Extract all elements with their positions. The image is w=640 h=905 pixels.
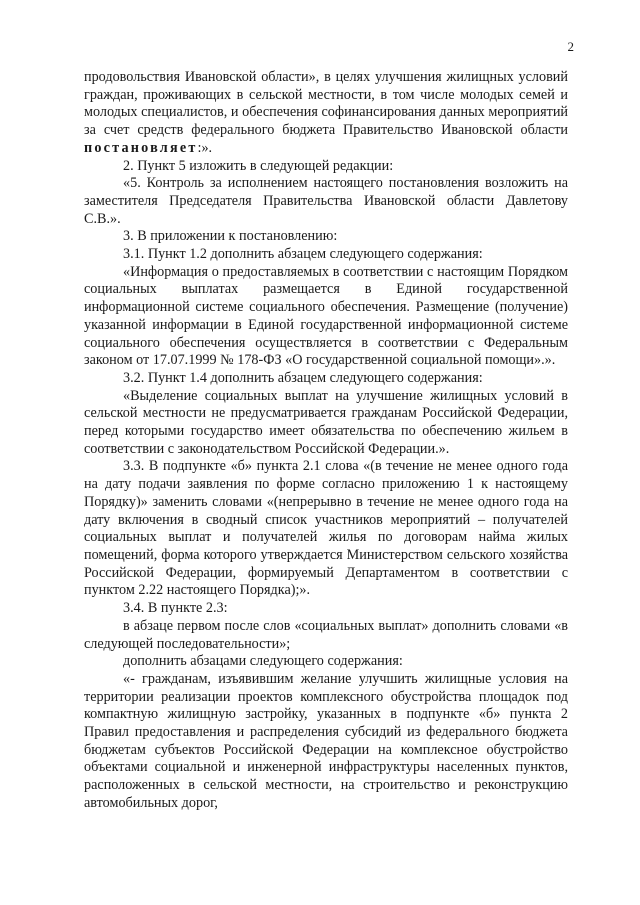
item-2-heading: 2. Пункт 5 изложить в следующей редакции: bbox=[123, 157, 394, 174]
item-3-4-paragraph-b: дополнить абзацами следующего содержания: bbox=[123, 653, 403, 670]
intro-ending: :». bbox=[197, 139, 213, 156]
item-3-1-heading: 3.1. Пункт 1.2 дополнить абзацем следующего содержания: bbox=[123, 246, 483, 263]
item-2-text: «5. Контроль за исполнением настоящего постановления возложить на заместителя Председателя Правительства Ивановской области Давлетову С.В.». bbox=[84, 175, 568, 227]
item-3-2-heading: 3.2. Пункт 1.4 дополнить абзацем следующего содержания: bbox=[123, 369, 483, 386]
item-3-3-text: 3.3. В подпункте «б» пункта 2.1 слова «(в течение не менее одного года на дату подачи заявления по форме согласно приложению 1 к настоящему Порядку)» заменить словами «(непрерывно в течение не менее одного года на дату включения в сводный список участников мероприятий – получателей социальных выплат и получателей жилья по договорам найма жилых помещений, форма которого утверждается Министерством сельского хозяйства Российской Федерации, формируемый Департаментом в соответствии с пунктом 2.22 настоящего Порядка);». bbox=[84, 458, 568, 599]
item-3-4-paragraph-a: в абзаце первом после слов «социальных выплат» дополнить словами «в следующей последовательности»; bbox=[84, 617, 568, 652]
item-3-heading: 3. В приложении к постановлению: bbox=[123, 228, 338, 245]
page-number: 2 bbox=[567, 39, 574, 54]
resolves-word: постановляет bbox=[84, 139, 198, 156]
item-3-4-paragraph-c: «- гражданам, изъявившим желание улучшить жилищные условия на территории реализации проектов комплексного обустройства площадок под компактную жилищную застройку, указанных в подпункте «б» пункта 2 Правил предоставления и распределения субсидий из федерального бюджета бюджетам субъектов Российской Федерации на комплексное обустройство объектами социальной и инженерной инфраструктуры населенных пунктов, расположенных в сельской местности, на строительство и реконструкцию автомобильных дорог, bbox=[84, 670, 568, 811]
item-3-2-text: «Выделение социальных выплат на улучшение жилищных условий в сельской местности не предусматривается гражданам Российской Федерации, перед которыми государство имеет обязательства по обеспечению жильем в соответствии с законодательством Российской Федерации.». bbox=[84, 387, 568, 457]
intro-paragraph bbox=[84, 69, 568, 158]
item-3-4-heading: 3.4. В пункте 2.3: bbox=[123, 600, 228, 617]
item-3-1-text: «Информация о предоставляемых в соответствии с настоящим Порядком социальных выплатах размещается в Единой государственной информационной системе социального обеспечения. Размещение (получение) указанной информации в Единой государственной информационной системе социального обеспечения осуществляется в соответствии с Федеральным законом от 17.07.1999 № 178-ФЗ «О государственной социальной помощи».». bbox=[84, 263, 568, 369]
intro-text: продовольствия Ивановской области», в целях улучшения жилищных условий граждан, проживающих в сельской местности, в том числе молодых семей и молодых специалистов, и обеспечения софинансирования данных мероприятий за счет средств федерального бюджета Правительство Ивановской области bbox=[84, 69, 568, 139]
document-body bbox=[84, 69, 568, 813]
